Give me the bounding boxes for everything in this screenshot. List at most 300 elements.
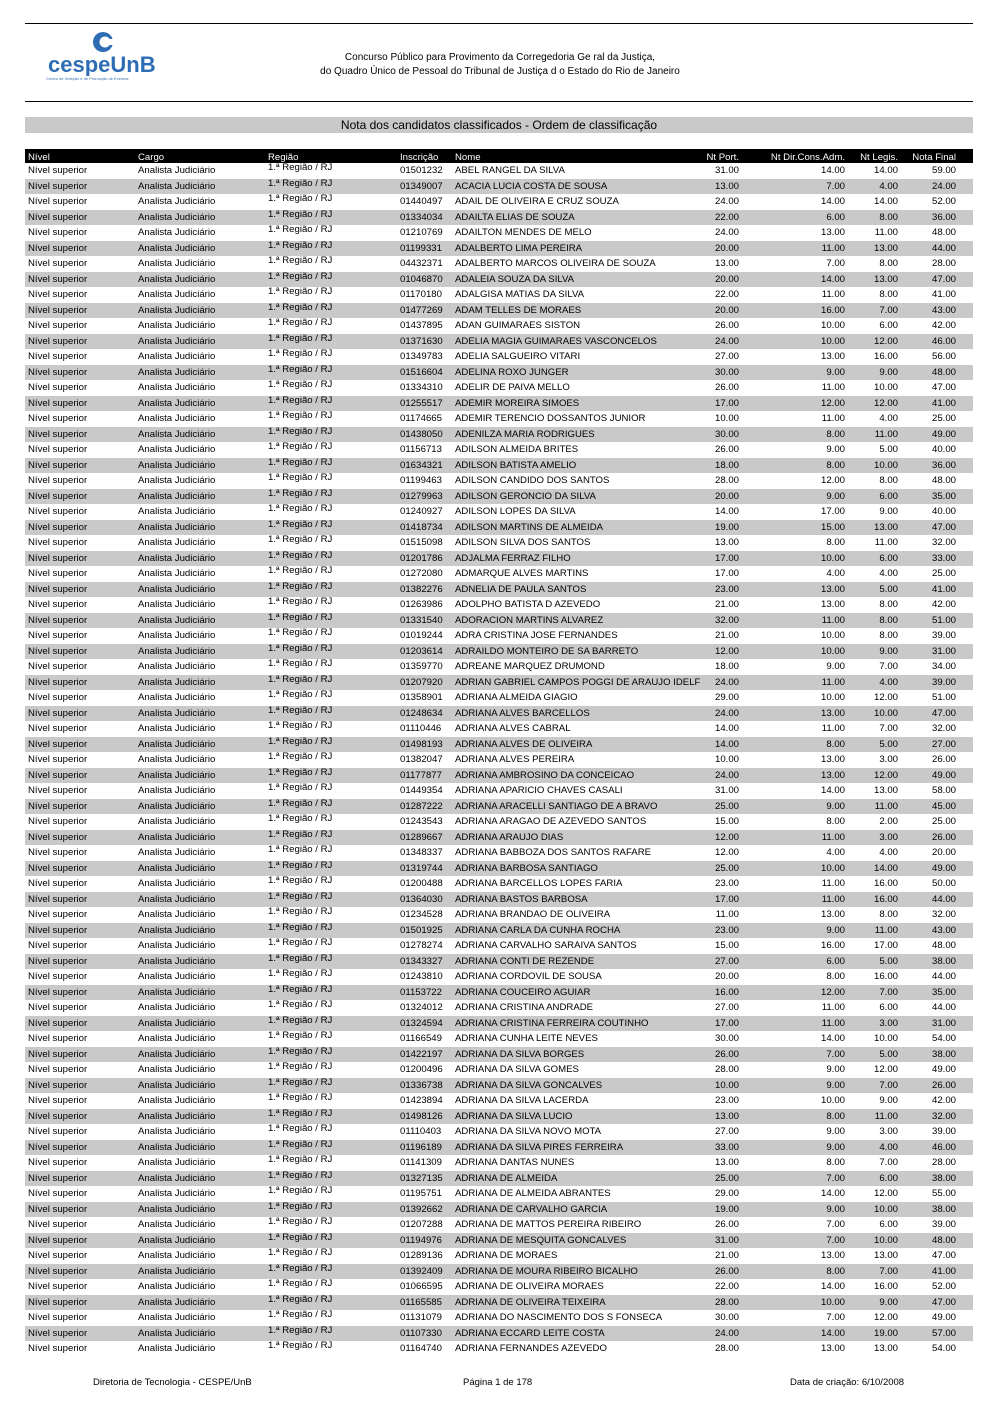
cell-nt-port: 28.00 bbox=[714, 1343, 739, 1354]
cell-cargo: Analista Judiciário bbox=[138, 289, 216, 300]
cell-inscricao: 01331540 bbox=[400, 614, 443, 626]
cell-inscricao: 01319744 bbox=[400, 862, 443, 874]
cell-cargo: Analista Judiciário bbox=[138, 754, 216, 765]
cell-nt-dir: 10.00 bbox=[820, 862, 845, 874]
cell-regiao: 1.ª Região / RJ bbox=[268, 534, 333, 545]
cell-nt-legis: 6.00 bbox=[879, 1002, 898, 1013]
cell-regiao: 1.ª Região / RJ bbox=[268, 890, 333, 902]
cell-nome: ACACIA LUCIA COSTA DE SOUSA bbox=[455, 180, 608, 192]
table-row bbox=[25, 737, 973, 753]
cell-nt-port: 20.00 bbox=[714, 971, 739, 982]
cell-nt-port: 17.00 bbox=[714, 1017, 739, 1029]
cell-nt-port: 25.00 bbox=[714, 862, 739, 874]
cell-nt-legis: 17.00 bbox=[873, 940, 898, 951]
cell-inscricao: 01437895 bbox=[400, 320, 443, 331]
cell-nota-final: 26.00 bbox=[931, 1079, 956, 1091]
cell-nivel: Nível superior bbox=[28, 1017, 88, 1029]
cell-nt-dir: 10.00 bbox=[820, 630, 845, 641]
table-row bbox=[25, 845, 973, 861]
table-row bbox=[25, 923, 973, 939]
cell-nt-legis: 10.00 bbox=[873, 1203, 898, 1215]
cell-nt-port: 19.00 bbox=[714, 521, 739, 533]
cell-nt-legis: 10.00 bbox=[873, 707, 898, 719]
cell-nt-dir: 13.00 bbox=[820, 599, 845, 610]
cell-nota-final: 46.00 bbox=[931, 335, 956, 347]
cell-nt-port: 31.00 bbox=[714, 165, 739, 176]
cell-nt-port: 23.00 bbox=[714, 878, 739, 889]
cell-nt-dir: 7.00 bbox=[826, 1312, 845, 1323]
cell-nt-dir: 8.00 bbox=[826, 816, 845, 827]
cell-nome: ADENILZA MARIA RODRIGUES bbox=[455, 428, 595, 440]
cell-nome: ADRIANA CRISTINA FERREIRA COUTINHO bbox=[455, 1017, 649, 1029]
cell-nome: ADNELIA DE PAULA SANTOS bbox=[455, 583, 587, 595]
cell-cargo: Analista Judiciário bbox=[138, 785, 216, 796]
cell-inscricao: 01156713 bbox=[400, 444, 442, 455]
cell-cargo: Analista Judiciário bbox=[138, 661, 216, 672]
header-divider bbox=[25, 101, 973, 102]
cell-nota-final: 26.00 bbox=[931, 831, 956, 843]
cell-nome: ADRIANA ARACELLI SANTIAGO DE A BRAVO bbox=[455, 800, 658, 812]
cell-nivel: Nível superior bbox=[28, 1296, 88, 1308]
cell-regiao: 1.ª Região / RJ bbox=[268, 627, 333, 638]
cell-regiao: 1.ª Região / RJ bbox=[268, 1092, 333, 1103]
cell-nt-legis: 6.00 bbox=[879, 1172, 898, 1184]
cell-inscricao: 01382276 bbox=[400, 583, 443, 595]
cell-regiao: 1.ª Região / RJ bbox=[268, 1262, 333, 1274]
cell-nt-legis: 13.00 bbox=[873, 521, 898, 533]
cell-inscricao: 01110446 bbox=[400, 723, 442, 734]
cell-nt-port: 18.00 bbox=[714, 459, 739, 471]
cell-cargo: Analista Judiciário bbox=[138, 878, 216, 889]
cell-nome: ADREANE MARQUEZ DRUMOND bbox=[455, 661, 605, 672]
cell-nome: ADILSON MARTINS DE ALMEIDA bbox=[455, 521, 604, 533]
cell-nt-legis: 8.00 bbox=[879, 909, 898, 920]
cell-nota-final: 31.00 bbox=[931, 1017, 956, 1029]
cell-inscricao: 01438050 bbox=[400, 428, 443, 440]
cell-nt-port: 26.00 bbox=[714, 1048, 739, 1060]
cell-nota-final: 39.00 bbox=[931, 630, 956, 641]
cell-nivel: Nível superior bbox=[28, 1033, 88, 1044]
cell-nt-dir: 11.00 bbox=[821, 289, 845, 300]
cell-nt-dir: 4.00 bbox=[826, 847, 845, 858]
cell-nota-final: 26.00 bbox=[931, 754, 956, 765]
cell-nt-legis: 12.00 bbox=[873, 1188, 898, 1199]
cell-nt-dir: 11.00 bbox=[821, 893, 845, 905]
cell-nt-dir: 10.00 bbox=[820, 645, 845, 657]
cell-nota-final: 45.00 bbox=[931, 800, 956, 812]
cell-nt-dir: 13.00 bbox=[820, 769, 845, 781]
cell-nt-dir: 9.00 bbox=[826, 661, 845, 672]
cell-cargo: Analista Judiciário bbox=[138, 1033, 216, 1044]
cell-nota-final: 25.00 bbox=[931, 816, 956, 827]
cell-nt-dir: 13.00 bbox=[820, 1250, 845, 1261]
cell-nt-port: 15.00 bbox=[714, 816, 739, 827]
cell-inscricao: 01164740 bbox=[400, 1343, 442, 1354]
cell-nt-legis: 8.00 bbox=[879, 599, 898, 610]
cell-nome: ADRIANA ALVES DE OLIVEIRA bbox=[455, 738, 593, 750]
cell-nt-dir: 13.00 bbox=[820, 707, 845, 719]
cell-regiao: 1.ª Região / RJ bbox=[268, 1278, 333, 1289]
cell-nt-dir: 8.00 bbox=[826, 459, 845, 471]
cell-nivel: Nível superior bbox=[28, 630, 88, 641]
cell-cargo: Analista Judiciário bbox=[138, 1064, 216, 1075]
cell-regiao: 1.ª Região / RJ bbox=[268, 1185, 333, 1196]
cell-nt-port: 27.00 bbox=[714, 955, 739, 967]
header-nt-legis: Nt Legis. bbox=[860, 152, 898, 163]
table-row bbox=[25, 318, 973, 334]
cell-nota-final: 54.00 bbox=[931, 1033, 956, 1044]
cell-inscricao: 01195751 bbox=[400, 1188, 442, 1199]
cell-regiao: 1.ª Região / RJ bbox=[268, 1324, 333, 1336]
cell-regiao: 1.ª Região / RJ bbox=[268, 766, 333, 778]
header-line-1: Concurso Público para Provimento da Corregedoria Ge ral da Justiça, bbox=[344, 52, 656, 63]
cell-inscricao: 01477269 bbox=[400, 304, 443, 316]
document-header bbox=[200, 51, 800, 79]
cell-nt-port: 23.00 bbox=[714, 583, 739, 595]
table-row bbox=[25, 1031, 973, 1047]
cell-regiao: 1.ª Região / RJ bbox=[268, 239, 333, 251]
cell-inscricao: 01359770 bbox=[400, 661, 443, 672]
cell-nt-legis: 9.00 bbox=[879, 366, 898, 378]
cell-inscricao: 01166549 bbox=[400, 1033, 442, 1044]
cell-inscricao: 01199463 bbox=[400, 475, 442, 486]
cell-nota-final: 31.00 bbox=[931, 645, 956, 657]
cell-nota-final: 41.00 bbox=[931, 1265, 956, 1277]
cell-nivel: Nível superior bbox=[28, 862, 88, 874]
table-row bbox=[25, 473, 973, 489]
cell-nt-port: 20.00 bbox=[714, 490, 739, 502]
cell-nota-final: 57.00 bbox=[931, 1327, 956, 1339]
cell-nt-port: 12.00 bbox=[714, 831, 739, 843]
cell-nt-legis: 8.00 bbox=[879, 211, 898, 223]
table-row bbox=[25, 1248, 973, 1264]
cell-nt-port: 24.00 bbox=[714, 707, 739, 719]
cell-nivel: Nível superior bbox=[28, 351, 88, 362]
cell-regiao: 1.ª Região / RJ bbox=[268, 565, 333, 576]
table-row bbox=[25, 721, 973, 737]
cell-inscricao: 01422197 bbox=[400, 1048, 443, 1060]
cell-nome: ADRIAN GABRIEL CAMPOS POGGI DE ARAUJO IDELF bbox=[455, 676, 701, 688]
cell-inscricao: 01263986 bbox=[400, 599, 443, 610]
cell-nivel: Nível superior bbox=[28, 785, 88, 796]
table-row bbox=[25, 1109, 973, 1125]
cell-nt-legis: 2.00 bbox=[879, 816, 898, 827]
cell-cargo: Analista Judiciário bbox=[138, 242, 216, 254]
cell-nt-port: 12.00 bbox=[714, 645, 739, 657]
cell-nome: ADEMIR MOREIRA SIMOES bbox=[455, 397, 580, 409]
cell-cargo: Analista Judiciário bbox=[138, 769, 216, 781]
cell-regiao: 1.ª Região / RJ bbox=[268, 1061, 333, 1072]
cell-nt-legis: 5.00 bbox=[879, 583, 898, 595]
cell-nivel: Nível superior bbox=[28, 878, 88, 889]
cell-inscricao: 01348337 bbox=[400, 847, 443, 858]
cell-nt-dir: 9.00 bbox=[826, 1079, 845, 1091]
cell-nome: ADRIANA APARICIO CHAVES CASALI bbox=[455, 785, 623, 796]
cell-nt-legis: 4.00 bbox=[879, 676, 898, 688]
cell-nivel: Nível superior bbox=[28, 1250, 88, 1261]
cell-nt-dir: 14.00 bbox=[820, 1281, 845, 1292]
cell-nt-port: 29.00 bbox=[714, 692, 739, 703]
cell-nt-dir: 9.00 bbox=[826, 444, 845, 455]
table-row bbox=[25, 334, 973, 350]
cell-nivel: Nível superior bbox=[28, 816, 88, 827]
cell-cargo: Analista Judiciário bbox=[138, 1017, 216, 1029]
table-row bbox=[25, 1217, 973, 1233]
cell-inscricao: 01279963 bbox=[400, 490, 443, 502]
cell-nt-legis: 4.00 bbox=[879, 847, 898, 858]
cell-nota-final: 25.00 bbox=[931, 413, 956, 424]
cell-regiao: 1.ª Região / RJ bbox=[268, 1340, 333, 1351]
cell-nota-final: 52.00 bbox=[931, 1281, 956, 1292]
cell-nota-final: 49.00 bbox=[931, 769, 956, 781]
cell-regiao: 1.ª Região / RJ bbox=[268, 921, 333, 933]
cell-nt-legis: 12.00 bbox=[873, 1312, 898, 1323]
header-inscricao: Inscrição bbox=[400, 152, 439, 163]
header-line-2: do Quadro Único de Pessoal do Tribunal de Justiça d o Estado do Rio de Janeiro bbox=[320, 66, 680, 77]
cell-nt-port: 31.00 bbox=[714, 1234, 739, 1246]
cell-nivel: Nível superior bbox=[28, 428, 88, 440]
footer-page-number: Página 1 de 178 bbox=[463, 1377, 533, 1388]
cell-nt-legis: 6.00 bbox=[879, 490, 898, 502]
cell-regiao: 1.ª Região / RJ bbox=[268, 425, 333, 437]
cell-nome: ADALGISA MATIAS DA SILVA bbox=[455, 289, 585, 300]
cell-nome: ADRIANA FERNANDES AZEVEDO bbox=[455, 1343, 607, 1354]
cell-nota-final: 32.00 bbox=[931, 537, 956, 548]
cell-cargo: Analista Judiciário bbox=[138, 382, 216, 393]
cell-inscricao: 01334310 bbox=[400, 382, 443, 393]
cell-nome: ADALEIA SOUZA DA SILVA bbox=[455, 273, 575, 285]
cell-nt-port: 13.00 bbox=[714, 180, 739, 192]
cell-cargo: Analista Judiciário bbox=[138, 1327, 216, 1339]
cell-cargo: Analista Judiciário bbox=[138, 940, 216, 951]
cell-cargo: Analista Judiciário bbox=[138, 1219, 216, 1230]
cell-regiao: 1.ª Região / RJ bbox=[268, 379, 333, 390]
cell-nt-port: 27.00 bbox=[714, 351, 739, 362]
cell-nt-legis: 10.00 bbox=[873, 459, 898, 471]
cell-inscricao: 01392409 bbox=[400, 1265, 443, 1277]
table-row bbox=[25, 1279, 973, 1295]
cell-nome: ADRIANA DANTAS NUNES bbox=[455, 1157, 575, 1168]
cell-nivel: Nível superior bbox=[28, 1234, 88, 1246]
cell-nt-dir: 7.00 bbox=[826, 1172, 845, 1184]
cell-nota-final: 48.00 bbox=[931, 1234, 956, 1246]
cell-nt-port: 14.00 bbox=[714, 738, 739, 750]
cell-nt-port: 17.00 bbox=[714, 568, 739, 579]
cell-nota-final: 42.00 bbox=[931, 320, 956, 331]
cell-nt-port: 12.00 bbox=[714, 847, 739, 858]
cell-cargo: Analista Judiciário bbox=[138, 258, 216, 269]
cell-nt-port: 33.00 bbox=[714, 1141, 739, 1153]
cell-nt-legis: 7.00 bbox=[879, 1079, 898, 1091]
cell-nt-dir: 11.00 bbox=[821, 878, 845, 889]
cell-regiao: 1.ª Região / RJ bbox=[268, 999, 333, 1010]
cell-regiao: 1.ª Região / RJ bbox=[268, 1169, 333, 1181]
table-row bbox=[25, 551, 973, 567]
cell-inscricao: 01336738 bbox=[400, 1079, 443, 1091]
cell-nt-legis: 8.00 bbox=[879, 630, 898, 641]
cell-nota-final: 52.00 bbox=[931, 196, 956, 207]
cell-nt-port: 24.00 bbox=[714, 335, 739, 347]
cell-nt-legis: 7.00 bbox=[879, 304, 898, 316]
cell-nivel: Nível superior bbox=[28, 986, 88, 998]
cell-nivel: Nível superior bbox=[28, 754, 88, 765]
cell-nivel: Nível superior bbox=[28, 909, 88, 920]
cell-nt-dir: 7.00 bbox=[826, 1219, 845, 1230]
table-row bbox=[25, 752, 973, 768]
cell-regiao: 1.ª Região / RJ bbox=[268, 208, 333, 220]
cell-nt-legis: 11.00 bbox=[874, 800, 898, 812]
cell-nome: ADALBERTO MARCOS OLIVEIRA DE SOUZA bbox=[455, 258, 656, 269]
cell-nivel: Nível superior bbox=[28, 971, 88, 982]
cell-inscricao: 01210769 bbox=[400, 227, 443, 238]
cell-nt-port: 19.00 bbox=[714, 1203, 739, 1215]
cell-cargo: Analista Judiciário bbox=[138, 211, 216, 223]
cell-nome: ADALBERTO LIMA PEREIRA bbox=[455, 242, 583, 254]
table-row bbox=[25, 613, 973, 629]
cell-nt-legis: 11.00 bbox=[874, 1110, 898, 1122]
table-row bbox=[25, 272, 973, 288]
cell-cargo: Analista Judiciário bbox=[138, 583, 216, 595]
cell-nome: ADRIANA CONTI DE REZENDE bbox=[455, 955, 595, 967]
cell-nivel: Nível superior bbox=[28, 940, 88, 951]
cell-nt-legis: 3.00 bbox=[879, 831, 898, 843]
cell-nt-legis: 11.00 bbox=[874, 924, 898, 936]
cell-nivel: Nível superior bbox=[28, 413, 88, 424]
cell-nt-dir: 9.00 bbox=[826, 1064, 845, 1075]
table-row bbox=[25, 411, 973, 427]
cell-cargo: Analista Judiciário bbox=[138, 738, 216, 750]
cell-cargo: Analista Judiciário bbox=[138, 986, 216, 998]
cell-inscricao: 01501925 bbox=[400, 924, 443, 936]
cell-nt-dir: 11.00 bbox=[821, 831, 845, 843]
cell-nt-port: 28.00 bbox=[714, 1296, 739, 1308]
table-body bbox=[25, 163, 973, 1357]
cell-nt-dir: 17.00 bbox=[820, 506, 845, 517]
cell-inscricao: 01177877 bbox=[400, 769, 442, 781]
cell-nivel: Nível superior bbox=[28, 165, 88, 176]
cell-regiao: 1.ª Região / RJ bbox=[268, 596, 333, 607]
cell-nt-legis: 5.00 bbox=[879, 1048, 898, 1060]
cell-nt-dir: 9.00 bbox=[826, 366, 845, 378]
cell-inscricao: 01349783 bbox=[400, 351, 443, 362]
cell-inscricao: 01382047 bbox=[400, 754, 443, 765]
cell-nota-final: 44.00 bbox=[931, 971, 956, 982]
cell-nota-final: 35.00 bbox=[931, 986, 956, 998]
cell-nt-dir: 9.00 bbox=[826, 1203, 845, 1215]
cell-nt-port: 13.00 bbox=[714, 537, 739, 548]
cell-regiao: 1.ª Região / RJ bbox=[268, 1045, 333, 1057]
cell-cargo: Analista Judiciário bbox=[138, 506, 216, 517]
cell-nivel: Nível superior bbox=[28, 1157, 88, 1168]
cell-nt-port: 24.00 bbox=[714, 1327, 739, 1339]
results-table bbox=[25, 149, 973, 1357]
table-row bbox=[25, 535, 973, 551]
cell-regiao: 1.ª Região / RJ bbox=[268, 906, 333, 917]
header-nt-dir: Nt Dir.Cons.Adm. bbox=[770, 152, 845, 163]
cell-nt-port: 16.00 bbox=[714, 986, 739, 998]
cell-regiao: 1.ª Região / RJ bbox=[268, 177, 333, 189]
cell-nt-dir: 14.00 bbox=[820, 196, 845, 207]
cell-regiao: 1.ª Região / RJ bbox=[268, 410, 333, 421]
table-row bbox=[25, 597, 973, 613]
cell-cargo: Analista Judiciário bbox=[138, 816, 216, 827]
cell-regiao: 1.ª Região / RJ bbox=[268, 782, 333, 793]
cell-nt-dir: 10.00 bbox=[820, 692, 845, 703]
cell-nome: ADRIANA ARAGAO DE AZEVEDO SANTOS bbox=[455, 816, 647, 827]
cell-nome: ADRIANA CRISTINA ANDRADE bbox=[455, 1002, 594, 1013]
cell-nt-dir: 14.00 bbox=[820, 1327, 845, 1339]
cell-nt-port: 10.00 bbox=[714, 754, 739, 765]
table-row bbox=[25, 1093, 973, 1109]
cell-nt-legis: 14.00 bbox=[873, 196, 898, 207]
cell-nt-dir: 10.00 bbox=[820, 1095, 845, 1106]
cell-cargo: Analista Judiciário bbox=[138, 196, 216, 207]
cell-nota-final: 54.00 bbox=[931, 1343, 956, 1354]
cell-cargo: Analista Judiciário bbox=[138, 1188, 216, 1199]
cell-cargo: Analista Judiciário bbox=[138, 847, 216, 858]
table-row bbox=[25, 458, 973, 474]
table-row bbox=[25, 504, 973, 520]
cell-cargo: Analista Judiciário bbox=[138, 1265, 216, 1277]
cell-regiao: 1.ª Região / RJ bbox=[268, 937, 333, 948]
cell-cargo: Analista Judiciário bbox=[138, 351, 216, 362]
cell-regiao: 1.ª Região / RJ bbox=[268, 673, 333, 685]
cell-inscricao: 01153722 bbox=[400, 986, 442, 998]
cell-nt-legis: 10.00 bbox=[873, 382, 898, 393]
cell-regiao: 1.ª Região / RJ bbox=[268, 720, 333, 731]
cell-nt-dir: 8.00 bbox=[826, 428, 845, 440]
cell-cargo: Analista Judiciário bbox=[138, 568, 216, 579]
cell-inscricao: 01243810 bbox=[400, 971, 443, 982]
cell-nivel: Nível superior bbox=[28, 537, 88, 548]
cell-regiao: 1.ª Região / RJ bbox=[268, 394, 333, 406]
cell-nt-port: 24.00 bbox=[714, 227, 739, 238]
cell-regiao: 1.ª Região / RJ bbox=[268, 332, 333, 344]
cell-inscricao: 01019244 bbox=[400, 630, 443, 641]
cell-nivel: Nível superior bbox=[28, 707, 88, 719]
cell-inscricao: 01141309 bbox=[400, 1157, 442, 1168]
cell-nt-legis: 8.00 bbox=[879, 258, 898, 269]
cell-nivel: Nível superior bbox=[28, 583, 88, 595]
cell-nivel: Nível superior bbox=[28, 382, 88, 393]
cell-nota-final: 36.00 bbox=[931, 459, 956, 471]
cell-nivel: Nível superior bbox=[28, 1126, 88, 1137]
cell-nt-port: 32.00 bbox=[714, 614, 739, 626]
cell-nt-dir: 7.00 bbox=[826, 1234, 845, 1246]
cell-nt-legis: 7.00 bbox=[879, 1265, 898, 1277]
cell-nt-dir: 15.00 bbox=[820, 521, 845, 533]
cell-cargo: Analista Judiciário bbox=[138, 1250, 216, 1261]
cell-nt-legis: 9.00 bbox=[879, 506, 898, 517]
cell-nota-final: 41.00 bbox=[931, 583, 956, 595]
cell-nt-dir: 10.00 bbox=[820, 335, 845, 347]
cell-nota-final: 39.00 bbox=[931, 676, 956, 688]
cell-nt-port: 11.00 bbox=[715, 909, 739, 920]
cell-inscricao: 01201786 bbox=[400, 552, 443, 564]
cell-nome: ADRIANA BARBOSA SANTIAGO bbox=[455, 862, 598, 874]
cell-nt-legis: 12.00 bbox=[873, 769, 898, 781]
cell-inscricao: 01501232 bbox=[400, 165, 443, 176]
table-row bbox=[25, 1264, 973, 1280]
cell-cargo: Analista Judiciário bbox=[138, 924, 216, 936]
cell-regiao: 1.ª Região / RJ bbox=[268, 1154, 333, 1165]
cell-regiao: 1.ª Região / RJ bbox=[268, 1231, 333, 1243]
cell-inscricao: 01255517 bbox=[400, 397, 443, 409]
cell-nt-port: 17.00 bbox=[714, 397, 739, 409]
cespe-logo-mark bbox=[46, 30, 166, 76]
cell-nota-final: 44.00 bbox=[931, 893, 956, 905]
cell-nt-legis: 12.00 bbox=[873, 397, 898, 409]
